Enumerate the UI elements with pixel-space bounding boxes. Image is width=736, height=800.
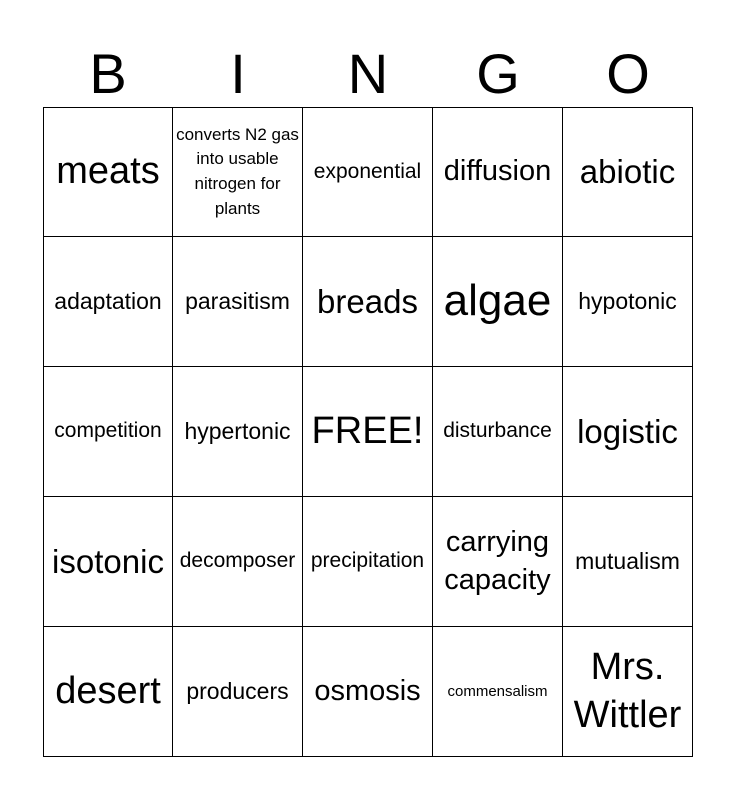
bingo-cell[interactable]: exponential	[303, 107, 433, 237]
free-space[interactable]: FREE!	[303, 367, 433, 497]
bingo-cell[interactable]: logistic	[563, 367, 693, 497]
bingo-cell[interactable]: meats	[43, 107, 173, 237]
bingo-cell[interactable]: isotonic	[43, 497, 173, 627]
bingo-cell[interactable]: decomposer	[173, 497, 303, 627]
bingo-cell[interactable]: adaptation	[43, 237, 173, 367]
header-letter-o: O	[606, 42, 650, 105]
bingo-cell[interactable]: desert	[43, 627, 173, 757]
bingo-cell[interactable]: converts N2 gas into usable nitrogen for plants	[173, 107, 303, 237]
bingo-cell[interactable]: disturbance	[433, 367, 563, 497]
bingo-cell[interactable]: mutualism	[563, 497, 693, 627]
bingo-header	[43, 42, 693, 106]
bingo-board	[43, 107, 693, 757]
header-letter-b: B	[89, 42, 127, 105]
bingo-cell[interactable]: carrying capacity	[433, 497, 563, 627]
bingo-cell[interactable]: parasitism	[173, 237, 303, 367]
header-letter-n: N	[347, 42, 389, 105]
bingo-cell[interactable]: diffusion	[433, 107, 563, 237]
bingo-cell[interactable]: hypertonic	[173, 367, 303, 497]
bingo-cell[interactable]: producers	[173, 627, 303, 757]
bingo-cell[interactable]: hypotonic	[563, 237, 693, 367]
bingo-cell[interactable]: competition	[43, 367, 173, 497]
bingo-cell[interactable]: abiotic	[563, 107, 693, 237]
header-letter-g: G	[476, 42, 520, 105]
bingo-cell[interactable]: breads	[303, 237, 433, 367]
bingo-cell[interactable]: algae	[433, 237, 563, 367]
header-letter-i: I	[230, 42, 246, 105]
bingo-cell[interactable]: Mrs. Wittler	[563, 627, 693, 757]
bingo-cell[interactable]: commensalism	[433, 627, 563, 757]
bingo-cell[interactable]: osmosis	[303, 627, 433, 757]
bingo-cell[interactable]: precipitation	[303, 497, 433, 627]
